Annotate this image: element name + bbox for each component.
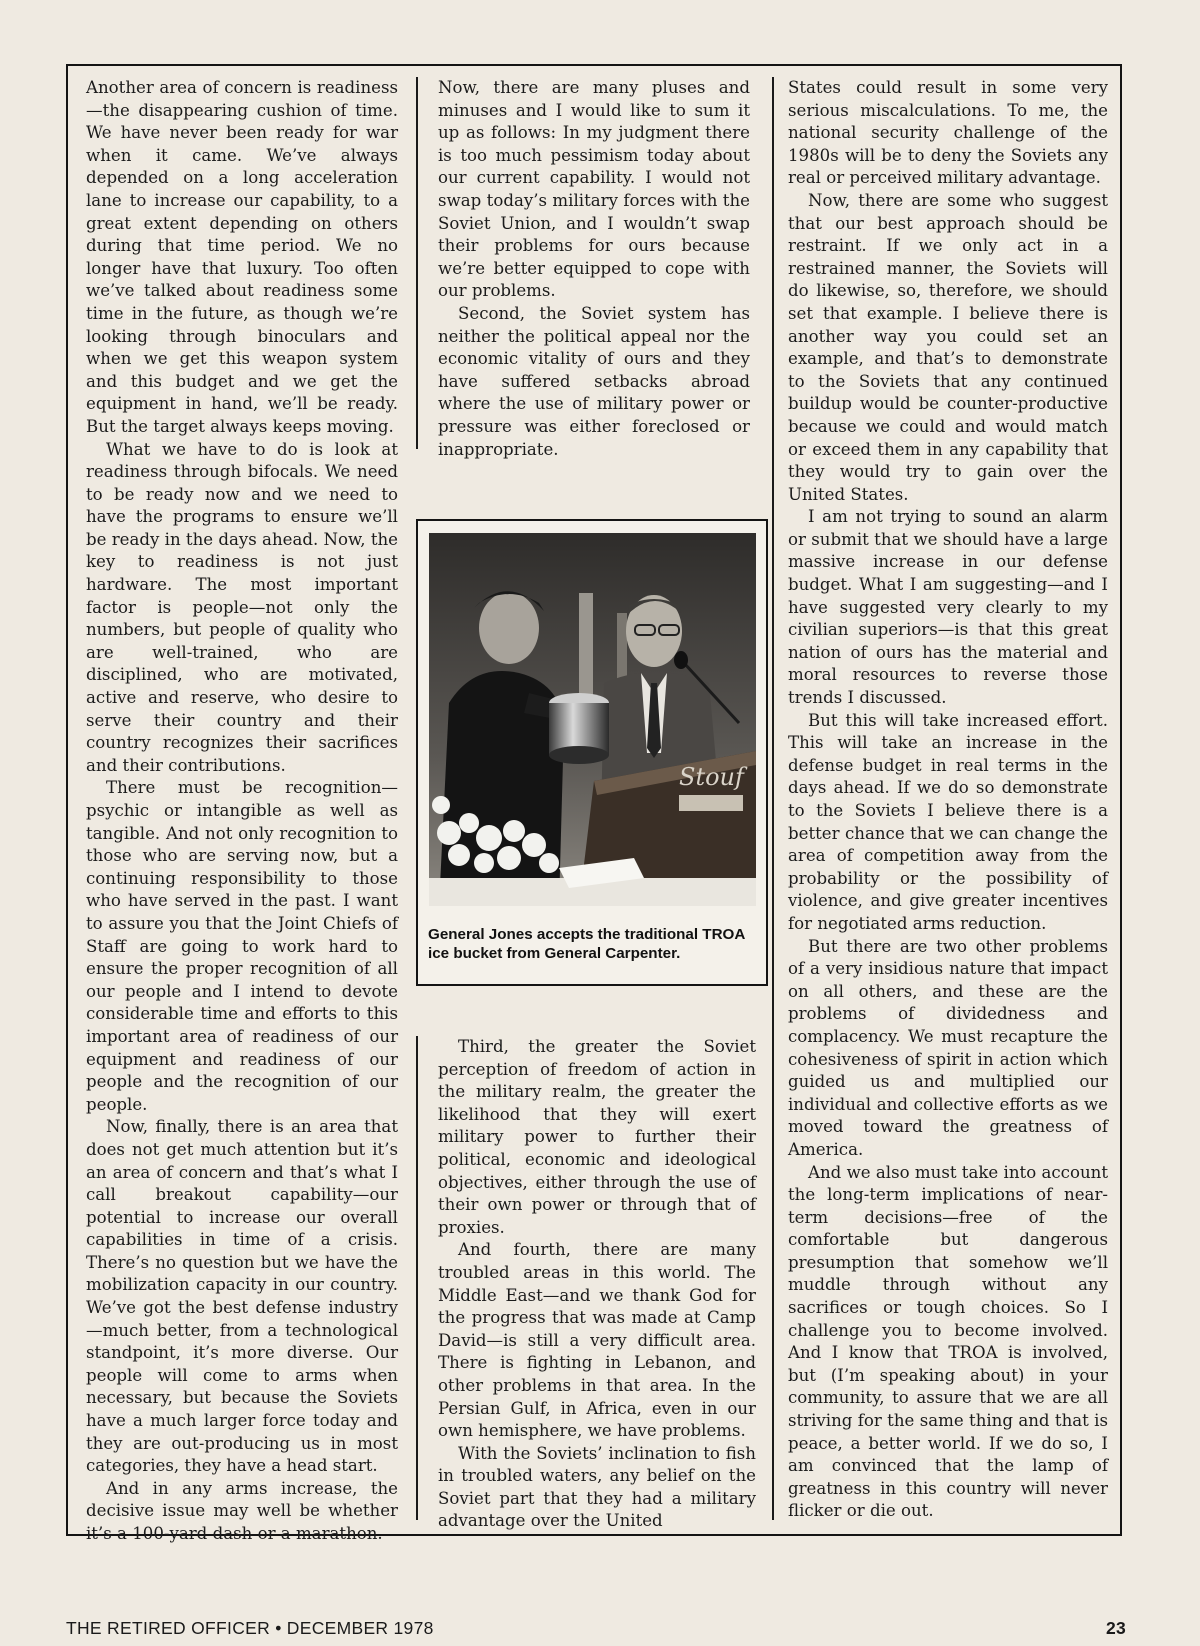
podium-sign-text: Stouf <box>679 763 744 791</box>
paragraph: But this will take increased effort. This will take an increase in the defense budget in real terms in the days ahead. If we do so demonstrate to the Soviets I believe there is a better chance that we can change the area of competition away from the probability or the possibility of violence, and give greater incentives for negotiated arms reduction. <box>788 710 1108 933</box>
column-rule-left-bottom <box>416 1036 418 1520</box>
paragraph: Now, there are some who suggest that our best approach should be restraint. If we only act in a restrained manner, the Soviets will do likewise, so, therefore, we should set that example. I believe there is another way you could set an example, and that’s to demonstrate to the Soviets that any continued buildup would be counter-productive because we could and would match or exceed them in any capability that they would try to gain over the United States. <box>788 190 1108 504</box>
paragraph: Third, the greater the Soviet perception of freedom of action in the military realm, the greater the likelihood that they will exert military power to further their political, economic and ideological objectives, either through the use of their own power or through that of proxies. <box>438 1037 756 1237</box>
paragraph: Now, there are many pluses and minuses and I would like to sum it up as follows: In my judgment there is too much pessimism today about our current capability. I would not swap today’s military forces with the Soviet Union, and I wouldn’t swap their problems for ours because we’re better equipped to cope with our problems. <box>438 78 750 301</box>
photo-caption: General Jones accepts the traditional TROA ice bucket from General Carpenter. <box>428 926 745 962</box>
paragraph: And fourth, there are many troubled areas in this world. The Middle East—and we thank God for the progress that was made at Camp David—is still a very difficult area. There is fighting in Lebanon, and other problems in that area. In the Persian Gulf, in Africa, even in our own hemisphere, we have problems. <box>438 1240 756 1441</box>
paragraph: What we have to do is look at readiness through bifocals. We need to be ready now and we need to have the programs to ensure we’ll be ready in the days ahead. Now, the key to readiness is not just hardware. The most important factor is people—not only the numbers, but people of quality who are well-trained, who are disciplined, who are motivated, active and reserve, who desire to serve their country and their country recognizes their sacrifices and their contributions. <box>86 439 398 775</box>
paragraph: And we also must take into account the long-term implications of near-term decisions—free of the comfortable but dangerous presumption that somehow we’ll muddle through without any sacrifices or tough choices. So I challenge you to become involved. And I know that TROA is involved, but (I’m speaking about) in your community, to assure that we are all striving for the same thing and that is peace, a better world. If we do so, I am convinced that the lamp of greatness in this country will never flicker or die out. <box>788 1162 1108 1521</box>
article-column-2-top <box>438 77 750 461</box>
paragraph: There must be recognition—psychic or intangible as well as tangible. And not only recognition to those who are serving now, but a continuing responsibility to those who have served in the past. I want to assure you that the Joint Chiefs of Staff are going to work hard to ensure the proper recognition of all our people and I intend to devote considerable time and efforts to this important area of readiness of our equipment and readiness of our people and the recognition of our people. <box>86 778 398 1114</box>
paragraph: States could result in some very serious miscalculations. To me, the national security challenge of the 1980s will be to deny the Soviets any real or perceived military advantage. <box>788 78 1108 188</box>
article-column-3 <box>788 77 1108 1523</box>
paragraph: But there are two other problems of a very insidious nature that impact on all others, and these are the problems of dividedness and complacency. We must recapture the cohesiveness of spirit in action which guided us and multiplied our individual and collective efforts as we moved toward the greatness of America. <box>788 936 1108 1159</box>
column-rule-right <box>772 77 774 1520</box>
article-column-1 <box>86 77 398 1546</box>
paragraph: And in any arms increase, the decisive issue may well be whether it’s a 100-yard dash or a marathon. <box>86 1478 398 1543</box>
column-rule-left-top <box>416 77 418 449</box>
paragraph: Now, finally, there is an area that does not get much attention but it’s an area of concern and that’s what I call breakout capability—our potential to increase our overall capabilities in time of a crisis. There’s no question but we have the mobilization capacity in our country. We’ve got the best defense industry—much better, from a technological standpoint, it’s more diverse. Our people will come to arms when necessary, but because the Soviets have a much larger force today and they are out-producing us in most categories, they have a head start. <box>86 1117 398 1476</box>
photo-figure <box>416 519 768 986</box>
footer-publication: THE RETIRED OFFICER • DECEMBER 1978 <box>66 1618 434 1638</box>
paragraph: With the Soviets’ inclination to fish in troubled waters, any belief on the Soviet part that they had a military advantage over the United <box>438 1443 756 1531</box>
award-photo-illustration <box>429 533 756 906</box>
paragraph: Another area of concern is readiness—the disappearing cushion of time. We have never been ready for war when it came. We’ve always depended on a long acceleration lane to increase our capability, to a great extent depending on others during that time period. We no longer have that luxury. Too often we’ve talked about readiness some time in the future, as though we’re looking through binoculars and when we get this weapon system and this budget and we get the equipment in hand, we’ll be ready. But the target always keeps moving. <box>86 78 398 436</box>
paragraph: Second, the Soviet system has neither the political appeal nor the economic vitality of ours and they have suffered setbacks abroad where the use of military power or pressure was either foreclosed or inappropriate. <box>438 303 750 459</box>
article-column-2-bottom <box>438 1036 756 1533</box>
award-photo <box>429 533 756 906</box>
paragraph: I am not trying to sound an alarm or submit that we should have a large massive increase in our defense budget. What I am suggesting—and I have suggested very clearly to my civilian superiors—is that this great nation of ours has the material and moral resources to reverse those trends I discussed. <box>788 507 1108 708</box>
page-number: 23 <box>1106 1618 1127 1638</box>
